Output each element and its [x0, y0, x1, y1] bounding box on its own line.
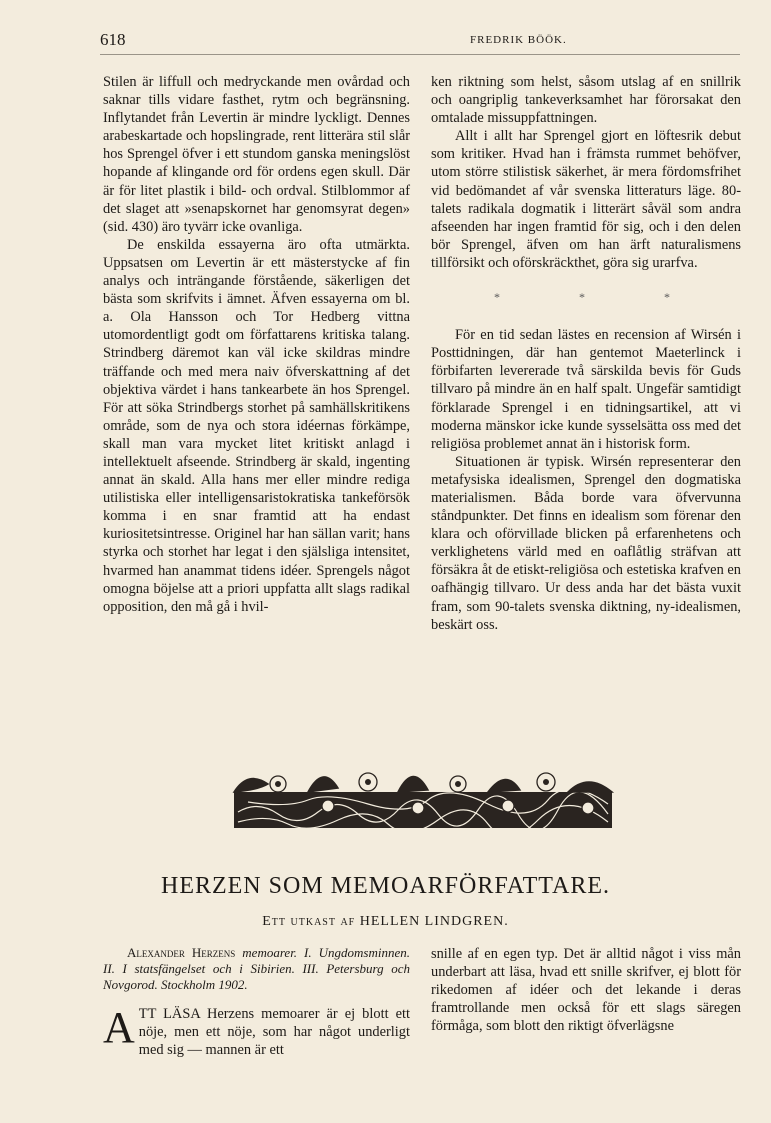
paragraph: För en tid sedan lästes en recension af Wirsén i Posttidningen, där han gentemot Maeterlinck i förbifarten levererade två särskilda bevis för Guds tillvaro på mindre än en half spalt. Ungefär samtidigt förklarade Sprengel i en tidningsartikel, att vi moderna mänskor icke kunde sysselsätta oss med det religiösa problemet annat än i historisk form.: [431, 327, 741, 452]
biblio-details: memoarer. I. Ungdomsminnen. II. I statsfängelset och i Sibirien. III. Petersburg och Novgorod. Stockholm 1902.: [103, 945, 411, 992]
article-subtitle: [0, 914, 771, 930]
paragraph: Allt i allt har Sprengel gjort en löftesrik debut som kritiker. Hvad han i främsta rummet behöfver, utom större stilistisk säkerhet, är mera fördomsfrihet vid bedömandet af vår svenska litteraturs läge. 80-talets radikala dogmatik i litterärt såväl som andra afseenden har ingen framtid för sig, och i den delen bör Sprengel, äfven om han ärft naturalismens tillförsikt och oförskräckthet, göra sig urarfva.: [431, 128, 741, 271]
article-title: HERZEN SOM MEMOARFÖRFATTARE.: [160, 873, 610, 899]
paragraph: ken riktning som helst, såsom utslag af en snillrik och oangriplig tankeverksamhet har förorsakat den omtalade missuppfattningen.: [431, 74, 741, 127]
article-column-right: [431, 945, 741, 1035]
opening-text: TT LÄSA Herzens memoarer är ej blott ett nöje, men ett nöje, som har något underligt med sig — mannen är ett: [138, 1006, 410, 1059]
page-number: 618: [100, 30, 126, 49]
page-header: [100, 30, 740, 50]
running-head: FREDRIK BÖÖK.: [470, 34, 567, 46]
column-right: [431, 73, 741, 634]
paragraph: Situationen är typisk. Wirsén representerar den metafysiska idealismen, Sprengel den dogmatiska materialismen. Båda borde vara öfvervunna ståndpunkter. Det finns en idealism som förenar den klara och oförvillade blicken på erfarenhetens och verklighetens värld med en oaflåtlig sträfvan att försäkra åt de etiskt-religiösa och estetiska krafven en oafhängig tillvaro. Ur dess anda har det bästa vuxit fram, som 90-talets svenska diktning, ny-idealismen, beskärt oss.: [431, 453, 741, 633]
paragraph: snille af en egen typ. Det är alltid något i viss mån underbart att läsa, hvad ett snille skrifver, ej blott för rikedomen af idéer och det lekande i deras framtrollande men också för ett slags säregen förmåga, som blott den riktigt öfverlägsne: [431, 946, 741, 1035]
paragraph: Stilen är liffull och medryckande men ovårdad och saknar tills vidare fasthet, rytm och begränsning. Inflytandet från Levertin är mindre lyckligt. Dennes arabeskartade och hopslingrade, rent litterära stil slår hos Sprengel öfver i ett stundom ganska meningslöst hopande af klingande ord för ordens egen skull. Där är för litet plastik i bild- och ordval. Stilblommor af det slaget att »senapskornet har genomsyrat degen» (sid. 430) äro tyvärr icke ovanliga.: [103, 74, 410, 235]
drop-cap: A: [103, 1003, 135, 1052]
opening-paragraph: [103, 1005, 410, 1059]
article-column-left: [103, 945, 410, 1059]
subtitle-author: HELLEN LINDGREN.: [359, 914, 509, 929]
header-rule: [100, 54, 740, 55]
biblio-author: Alexander Herzens: [127, 945, 236, 960]
subtitle-prefix: Ett utkast af: [262, 914, 356, 929]
section-break-stars: * * *: [494, 290, 708, 305]
bibliography-note: [103, 945, 410, 993]
paragraph: De enskilda essayerna äro ofta utmärkta. Uppsatsen om Levertin är ett mästerstycke af fin analys och inträngande förstående, säkerligen det bästa som skrifvits i ämnet. Äfven essayerna om bl. a. Ola Hansson och Tor Hedberg vittna utomordentligt godt om författarens kritiska talang. Strindberg däremot kan väl icke skildras mindre träffande och med mera naiv öfverskattning af det objektiva värdet i hans tankearbete än hos Sprengel. För att söka Strindbergs storhet på samhällskritikens område, som de nya och stora idéernas förkämpe, skall man vara mycket litet kritiskt anlagd i intellektuelt afseende. Strindberg är skald, ingenting annat än skald. Alla hans mer eller mindre rediga utilistiska eller intelligensaristokratiska tankeförsök komma i en snar framtid att ha endast kuriositetsintresse. Originel har han sällan varit; hans styrka och storhet har legat i den själsliga intensitet, hvarmed han anammat tidens idéer. Sprengels något omogna böjelse att a priori uppfatta allt slags radikal opposition, den må gå i hvil-: [103, 236, 410, 615]
floral-ornament-illustration: [228, 762, 618, 830]
column-left: [103, 73, 410, 616]
